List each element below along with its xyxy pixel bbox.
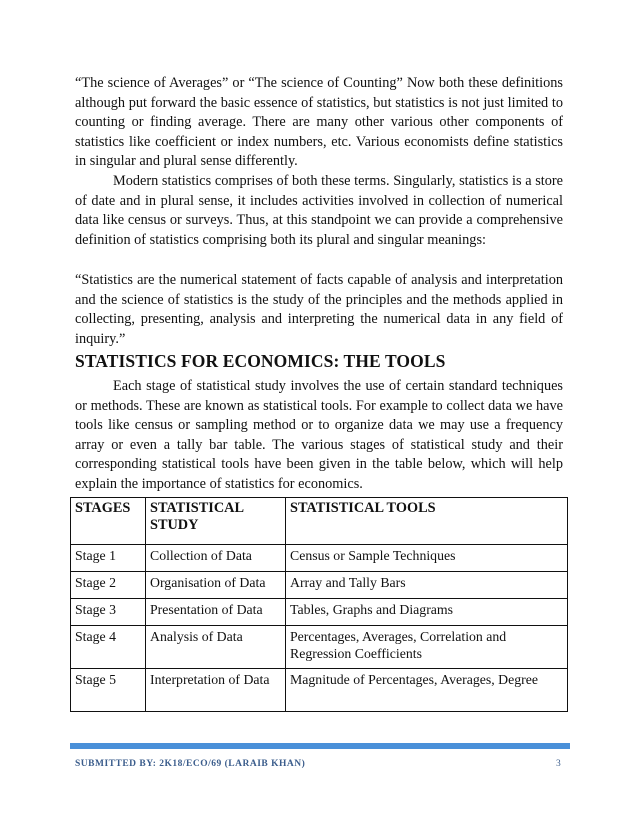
table-row (71, 572, 568, 599)
statistical-tools-table (70, 497, 568, 712)
paragraph-definitions: “The science of Averages” or “The science of Counting” Now both these definitions although put forward the basic essence of statistics, but statistics is not just limited to counting or finding average. There are many other various other components of statistics like coefficient or index numbers, etc. Various economists define statistics in singular and plural sense differently. (75, 75, 563, 170)
paragraph-statistical-tools: Each stage of statistical study involves the use of certain standard techniques or methods. These are known as statistical tools. For example to collect data we have tools like census or sampling method or to organize data we may use a frequency array or even a tally bar table. The various stages of statistical study and their corresponding statistical tools have been given in the table below, which will help explain the importance of statistics for economics. (75, 378, 563, 492)
cell-tools: Magnitude of Percentages, Averages, Degree (286, 669, 568, 712)
table-row (71, 545, 568, 572)
table-row (71, 599, 568, 626)
cell-tools: Array and Tally Bars (286, 572, 568, 599)
cell-stage: Stage 2 (71, 572, 146, 599)
cell-stage: Stage 5 (71, 669, 146, 712)
footer-divider (70, 743, 570, 749)
page-number: 3 (556, 759, 561, 769)
cell-tools: Percentages, Averages, Correlation and Regression Coefficients (286, 626, 568, 669)
cell-study: Collection of Data (146, 545, 286, 572)
cell-study: Organisation of Data (146, 572, 286, 599)
cell-study: Interpretation of Data (146, 669, 286, 712)
footer-submitted-by: SUBMITTED BY: 2K18/ECO/69 (LARAIB KHAN) (75, 759, 306, 769)
section-heading: STATISTICS FOR ECONOMICS: THE TOOLS (75, 351, 446, 371)
cell-study: Presentation of Data (146, 599, 286, 626)
cell-study: Analysis of Data (146, 626, 286, 669)
header-statistical-tools: STATISTICAL TOOLS (286, 498, 568, 545)
paragraph-quote-definition: “Statistics are the numerical statement of facts capable of analysis and interpretation and the science of statistics is the study of the principles and the methods applied in collecting, presenting, analysis and interpreting the numerical data in any field of inquiry.” (75, 272, 563, 347)
header-stages: STAGES (71, 498, 146, 545)
table-header-row (71, 498, 568, 545)
table-row (71, 626, 568, 669)
header-statistical-study: STATISTICAL STUDY (146, 498, 286, 545)
paragraph-modern-statistics: Modern statistics comprises of both these terms. Singularly, statistics is a store of date and in plural sense, it includes activities involved in collection of numerical data like census or surveys. Thus, at this standpoint we can provide a comprehensive definition of statistics comprising both its plural and singular meanings: (75, 173, 563, 248)
cell-stage: Stage 4 (71, 626, 146, 669)
cell-stage: Stage 3 (71, 599, 146, 626)
cell-tools: Tables, Graphs and Diagrams (286, 599, 568, 626)
cell-tools: Census or Sample Techniques (286, 545, 568, 572)
table-row (71, 669, 568, 712)
cell-stage: Stage 1 (71, 545, 146, 572)
